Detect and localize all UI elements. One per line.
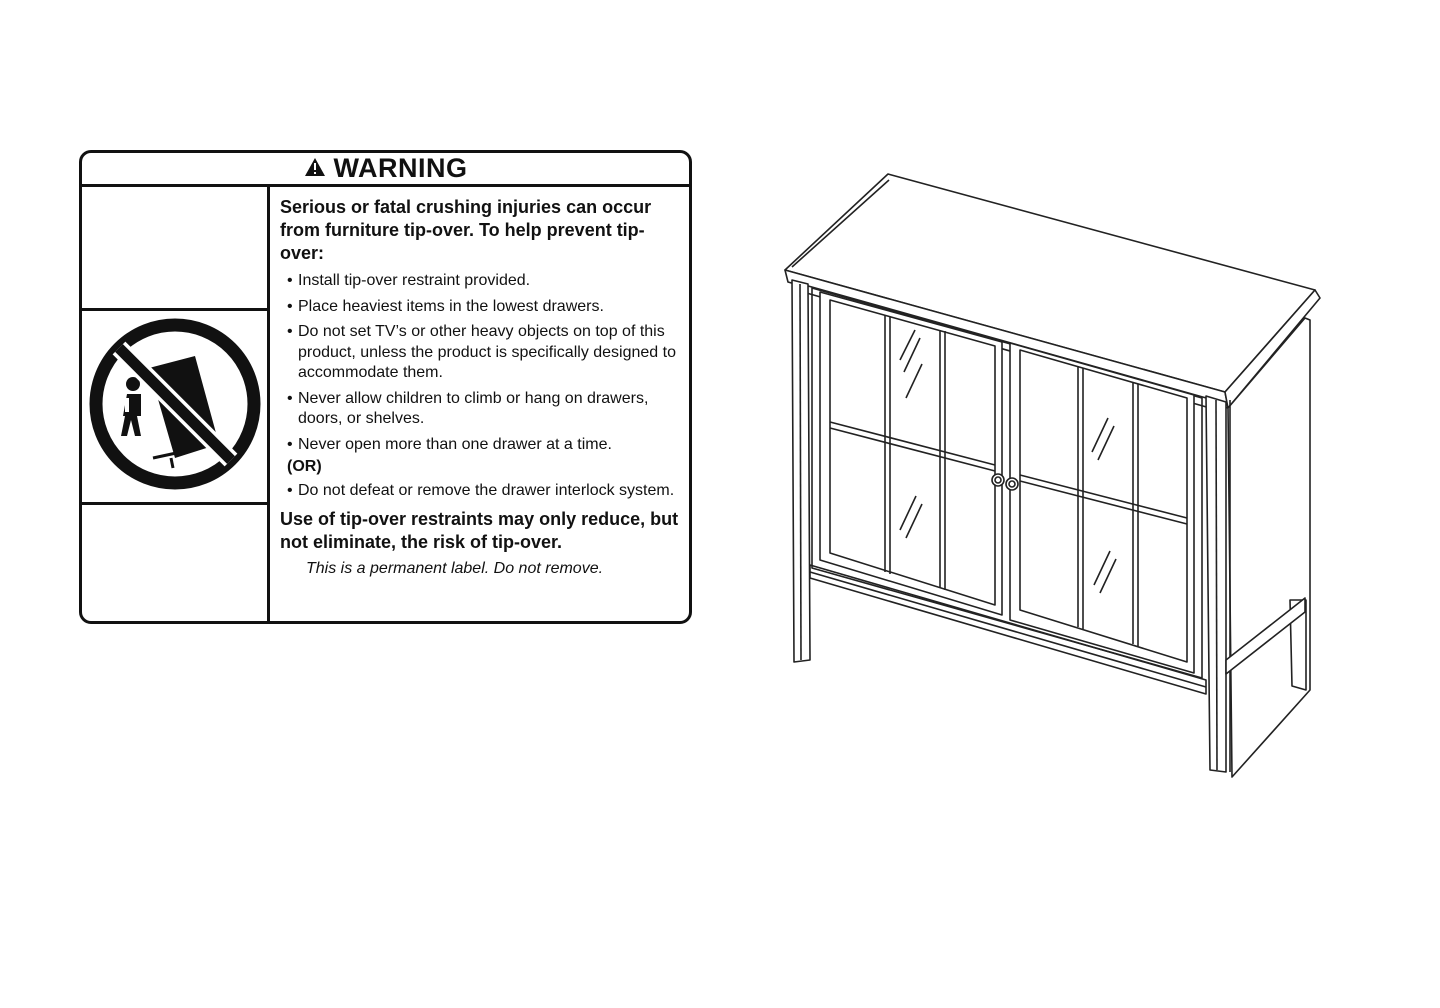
pictogram-cell-top [82, 187, 267, 311]
bullet-item: • Never open more than one drawer at a time. [280, 435, 679, 456]
warning-triangle-icon [304, 153, 326, 184]
bullet-item: • Place heaviest items in the lowest drawers. [280, 297, 679, 318]
warning-header [82, 153, 689, 187]
warning-text-column [270, 187, 689, 624]
permanent-label-note: This is a permanent label. Do not remove. [306, 559, 604, 577]
warning-title: WARNING [333, 153, 468, 183]
warning-lead: Serious or fatal crushing injuries can occur from furniture tip-over. To help prevent tip-over: [280, 197, 652, 263]
bullet-list-before-or [280, 271, 679, 455]
cabinet-illustration [770, 160, 1340, 790]
pictogram-column [82, 187, 270, 624]
bullet-item: • Install tip-over restraint provided. [280, 271, 679, 292]
bullet-list-after-or [280, 481, 679, 502]
pictogram-cell-bottom [82, 505, 267, 624]
warning-label [79, 150, 692, 624]
or-separator: (OR) [287, 458, 322, 475]
warning-closing: Use of tip-over restraints may only reduce, but not eliminate, the risk of tip-over. [280, 508, 679, 552]
bullet-item: • Do not set TV’s or other heavy objects on top of this product, unless the product is specifically designed to accommodate them. [280, 322, 679, 384]
pictogram-cell-mid [82, 311, 267, 505]
no-tipover-icon [87, 316, 263, 497]
bullet-item: • Never allow children to climb or hang on drawers, doors, or shelves. [280, 389, 679, 430]
bullet-item: • Do not defeat or remove the drawer interlock system. [280, 481, 679, 502]
